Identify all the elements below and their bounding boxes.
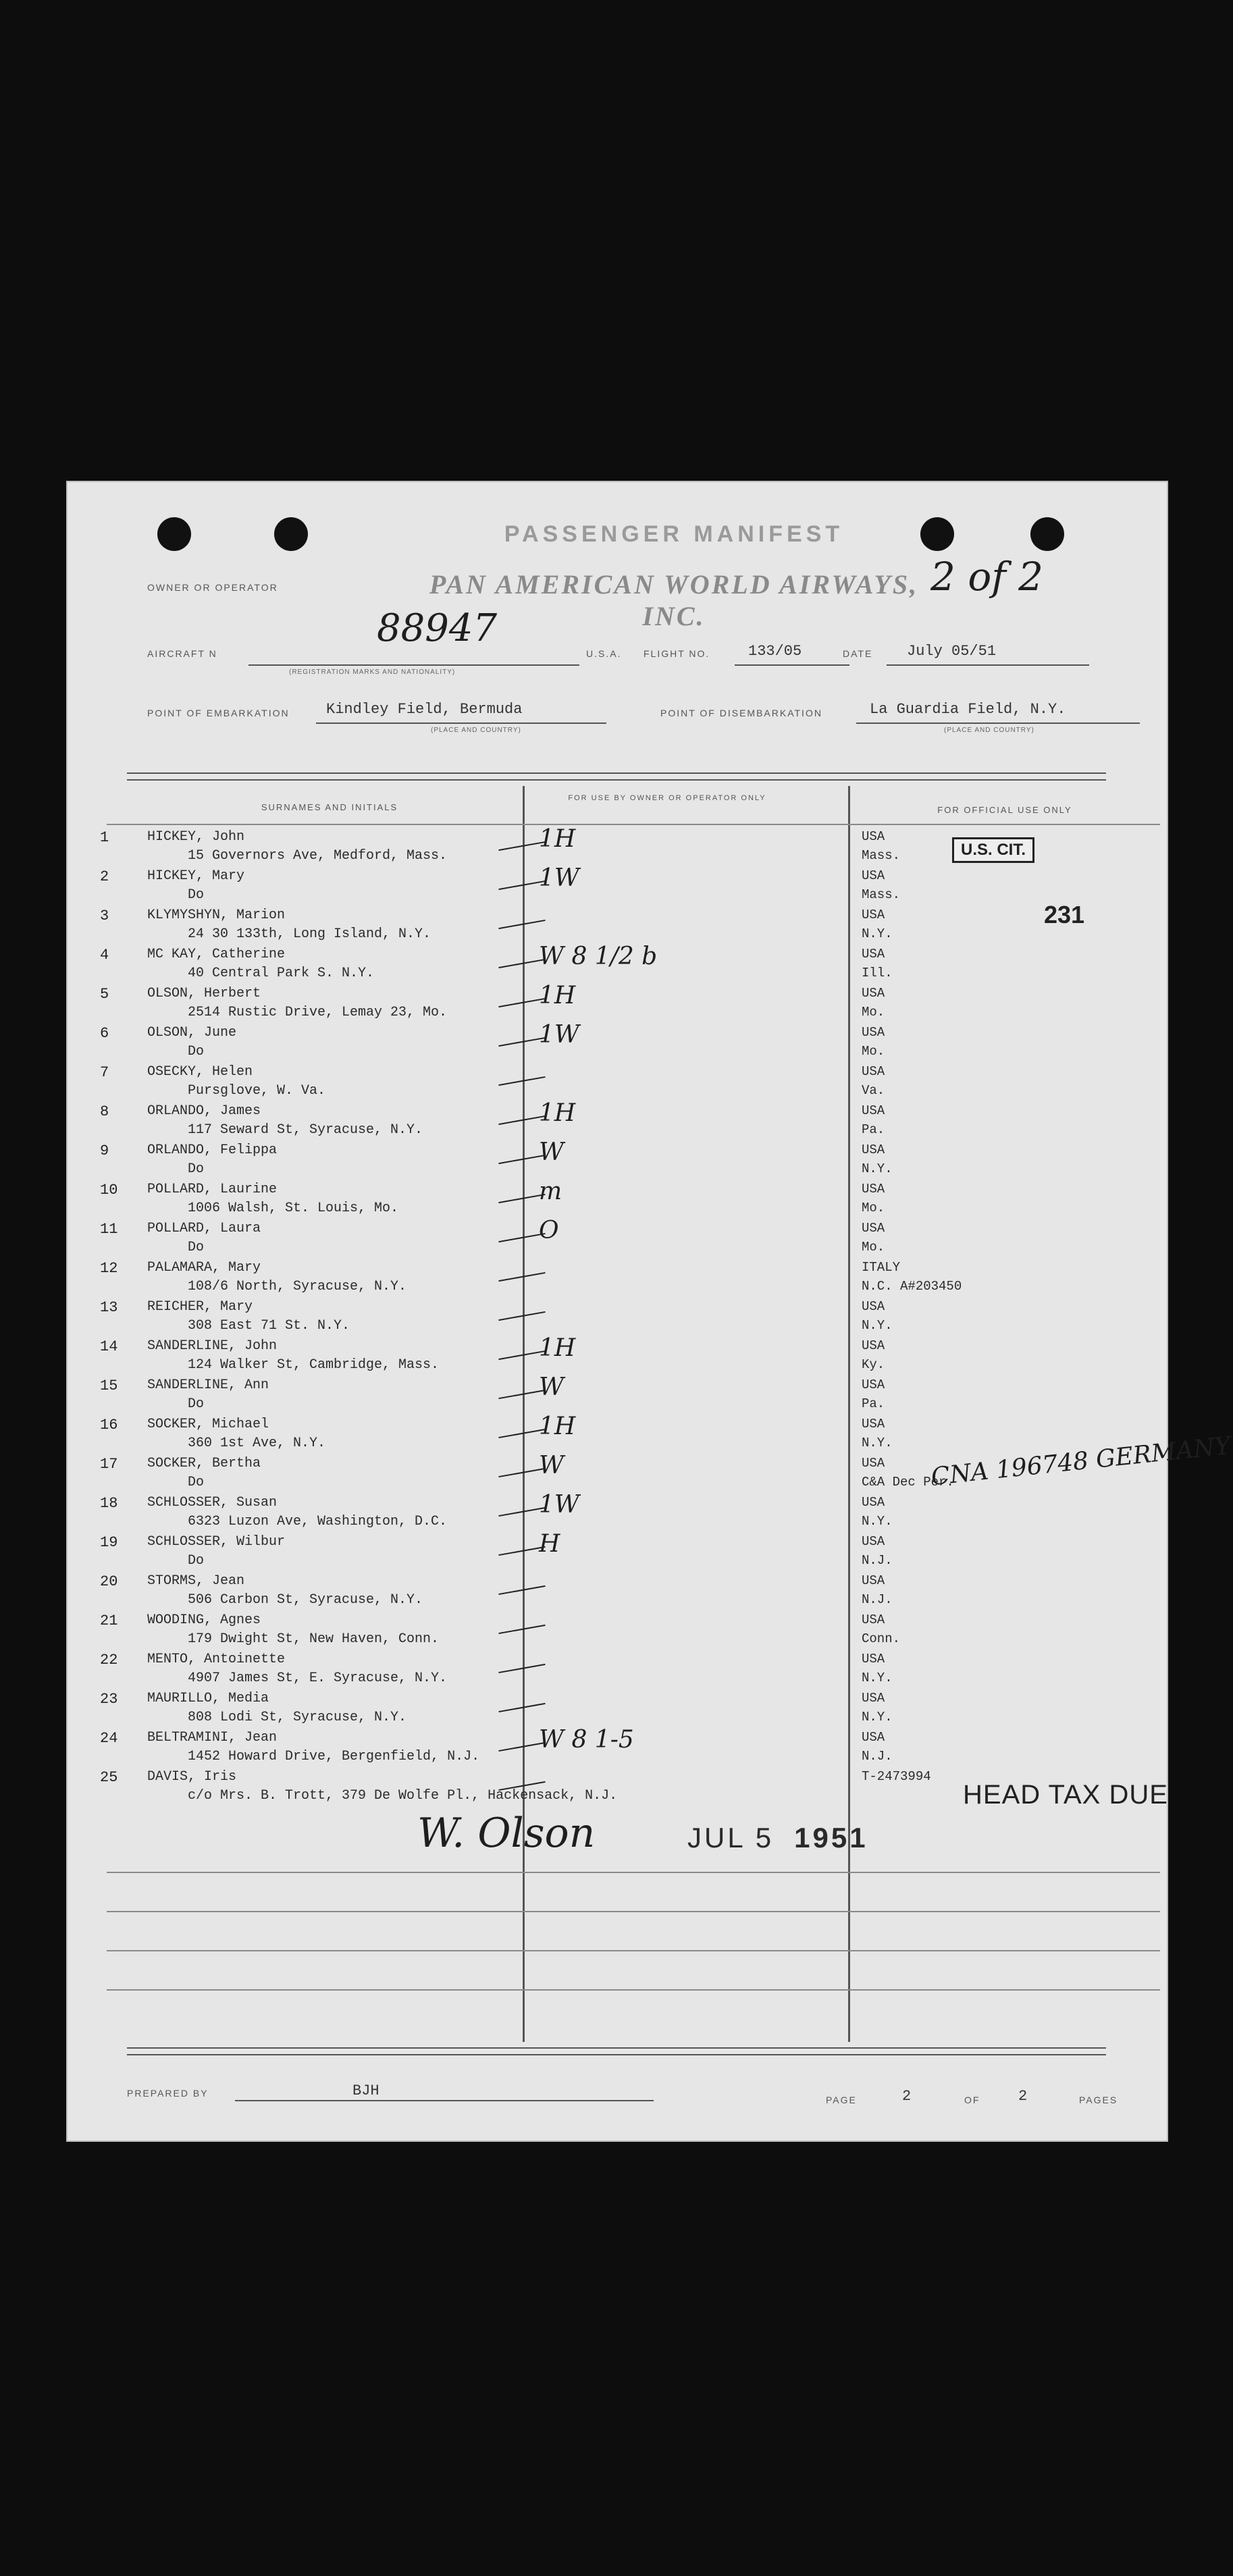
passenger-nationality: USA xyxy=(862,1338,885,1353)
passenger-address: 40 Central Park S. N.Y. xyxy=(188,966,375,981)
page-note-handwritten: 2 of 2 xyxy=(930,554,1044,600)
passenger-row xyxy=(66,906,1168,945)
passenger-number: 1 xyxy=(100,829,109,846)
page-number: 2 xyxy=(902,2088,912,2105)
blank-line-2 xyxy=(107,1911,1160,1912)
passenger-name: OSECKY, Helen xyxy=(147,1064,253,1080)
aircraft-label: AIRCRAFT N xyxy=(147,648,217,659)
passenger-nationality: USA xyxy=(862,1612,885,1627)
passenger-nationality: USA xyxy=(862,1142,885,1157)
flight-underline xyxy=(735,664,849,666)
blank-line-4 xyxy=(107,1989,1160,1991)
passenger-address: 360 1st Ave, N.Y. xyxy=(188,1436,326,1451)
passenger-state: N.C. A#203450 xyxy=(862,1279,962,1294)
disembarkation-point: La Guardia Field, N.Y. xyxy=(870,701,1066,718)
passenger-address: 308 East 71 St. N.Y. xyxy=(188,1318,350,1334)
passenger-state: Mo. xyxy=(862,1005,885,1020)
checkmark-tick xyxy=(498,1703,545,1712)
passenger-name: HICKEY, Mary xyxy=(147,868,245,884)
passenger-name: WOODING, Agnes xyxy=(147,1612,261,1628)
passenger-name: SANDERLINE, Ann xyxy=(147,1377,269,1393)
passenger-address: Do xyxy=(188,1553,205,1569)
passenger-number: 23 xyxy=(100,1691,118,1708)
passenger-address: Pursglove, W. Va. xyxy=(188,1083,326,1099)
passenger-handwritten-mark: W xyxy=(539,1138,565,1166)
passenger-number: 6 xyxy=(100,1025,109,1042)
passenger-number: 24 xyxy=(100,1730,118,1747)
passenger-address: 1006 Walsh, St. Louis, Mo. xyxy=(188,1201,399,1216)
germany-note-handwritten: CNA 196748 GERMANY xyxy=(930,1431,1232,1492)
passenger-handwritten-mark: 1W xyxy=(539,864,579,892)
passenger-name: BELTRAMINI, Jean xyxy=(147,1730,278,1745)
passenger-state: Mo. xyxy=(862,1240,885,1255)
passenger-nationality: T-2473994 xyxy=(862,1769,931,1784)
passenger-number: 3 xyxy=(100,908,109,924)
date-stamp-day: JUL 5 xyxy=(687,1822,775,1854)
passenger-row xyxy=(66,984,1168,1024)
column-header-owner: FOR USE BY OWNER OR OPERATOR ONLY xyxy=(568,794,766,802)
checkmark-tick xyxy=(498,920,545,929)
passenger-address: 1452 Howard Drive, Bergenfield, N.J. xyxy=(188,1749,480,1764)
passenger-address: Do xyxy=(188,1161,205,1177)
header-bottom-line xyxy=(107,824,1160,825)
passenger-nationality: USA xyxy=(862,1103,885,1118)
passenger-nationality: USA xyxy=(862,1495,885,1510)
passenger-state: N.Y. xyxy=(862,1436,893,1450)
passenger-state: Mo. xyxy=(862,1201,885,1215)
passenger-row xyxy=(66,1726,1168,1768)
passenger-number: 13 xyxy=(100,1299,118,1316)
date-label: DATE xyxy=(843,648,873,659)
passenger-row xyxy=(66,1373,1168,1415)
date-underline xyxy=(887,664,1089,666)
passenger-number: 4 xyxy=(100,947,109,964)
punch-hole-right-1 xyxy=(920,517,954,551)
passenger-nationality: USA xyxy=(862,1377,885,1392)
passenger-name: DAVIS, Iris xyxy=(147,1769,237,1785)
pages-label: PAGES xyxy=(1079,2095,1118,2105)
count-stamp: 231 xyxy=(1044,901,1085,928)
passenger-row xyxy=(66,1530,1168,1572)
embarkation-sublabel: (PLACE AND COUNTRY) xyxy=(431,727,521,734)
owner-label: OWNER OR OPERATOR xyxy=(147,582,278,593)
passenger-number: 16 xyxy=(100,1417,118,1434)
passenger-nationality: ITALY xyxy=(862,1260,901,1275)
passenger-name: POLLARD, Laurine xyxy=(147,1182,278,1197)
header-divider xyxy=(127,772,1106,781)
passenger-row xyxy=(66,1298,1168,1337)
blank-line-3 xyxy=(107,1950,1160,1951)
passenger-address: 2514 Rustic Drive, Lemay 23, Mo. xyxy=(188,1005,448,1020)
of-label: OF xyxy=(964,2095,980,2105)
passenger-nationality: USA xyxy=(862,1064,885,1079)
passenger-handwritten-mark: 1W xyxy=(539,1491,579,1519)
passenger-nationality: USA xyxy=(862,1182,885,1197)
passenger-state: Mass. xyxy=(862,848,901,863)
passenger-row xyxy=(66,1099,1168,1141)
passenger-number: 22 xyxy=(100,1652,118,1668)
prepared-by-value: BJH xyxy=(352,2082,379,2099)
form-title: PASSENGER MANIFEST xyxy=(504,521,844,547)
passenger-number: 12 xyxy=(100,1260,118,1277)
passenger-row xyxy=(66,1689,1168,1729)
checkmark-tick xyxy=(498,1311,545,1321)
passenger-number: 7 xyxy=(100,1064,109,1081)
disembarkation-underline xyxy=(856,722,1140,724)
passenger-state: N.Y. xyxy=(862,1710,893,1725)
passenger-number: 18 xyxy=(100,1495,118,1512)
passenger-name: SCHLOSSER, Susan xyxy=(147,1495,278,1510)
flight-date: July 05/51 xyxy=(907,643,997,660)
footer-divider xyxy=(127,2047,1106,2055)
prepared-by-label: PREPARED BY xyxy=(127,2088,209,2099)
passenger-handwritten-mark: 1H xyxy=(539,825,576,853)
embarkation-underline xyxy=(316,722,606,724)
passenger-row xyxy=(66,1259,1168,1298)
passenger-state: N.Y. xyxy=(862,1318,893,1333)
passenger-nationality: USA xyxy=(862,1025,885,1040)
passenger-state: N.J. xyxy=(862,1749,893,1764)
passenger-row xyxy=(66,1063,1168,1102)
passenger-nationality: USA xyxy=(862,947,885,962)
date-stamp-year: 1951 xyxy=(794,1822,868,1854)
passenger-row xyxy=(66,1611,1168,1650)
passenger-name: KLYMYSHYN, Marion xyxy=(147,908,286,923)
passenger-nationality: USA xyxy=(862,1417,885,1431)
company-name: PAN AMERICAN WORLD AIRWAYS, INC. xyxy=(429,569,919,631)
passenger-address: c/o Mrs. B. Trott, 379 De Wolfe Pl., Hackensack, N.J. xyxy=(188,1788,618,1804)
passenger-state: N.J. xyxy=(862,1592,893,1607)
punch-hole-left-1 xyxy=(157,517,191,551)
passenger-number: 14 xyxy=(100,1338,118,1355)
passenger-address: 15 Governors Ave, Medford, Mass. xyxy=(188,848,448,864)
passenger-row xyxy=(66,825,1168,867)
passenger-name: ORLANDO, James xyxy=(147,1103,261,1119)
usa-label: U.S.A. xyxy=(586,648,622,659)
flight-number: 133/05 xyxy=(748,643,802,660)
passenger-address: 24 30 133th, Long Island, N.Y. xyxy=(188,926,431,942)
passenger-state: Pa. xyxy=(862,1122,885,1137)
passenger-nationality: USA xyxy=(862,986,885,1001)
passenger-handwritten-mark: H xyxy=(539,1530,560,1558)
passenger-number: 5 xyxy=(100,986,109,1003)
passenger-handwritten-mark: m xyxy=(539,1178,562,1205)
passenger-state: Ill. xyxy=(862,966,893,980)
passenger-number: 17 xyxy=(100,1456,118,1473)
passenger-row xyxy=(66,1454,1168,1494)
passenger-name: REICHER, Mary xyxy=(147,1299,253,1315)
passenger-state: N.Y. xyxy=(862,1514,893,1529)
passenger-row xyxy=(66,1415,1168,1454)
passenger-name: ORLANDO, Felippa xyxy=(147,1142,278,1158)
passenger-address: Do xyxy=(188,1044,205,1059)
passenger-address: Do xyxy=(188,887,205,903)
prepared-by-underline xyxy=(235,2100,654,2101)
passenger-nationality: USA xyxy=(862,1456,885,1471)
passenger-number: 11 xyxy=(100,1221,118,1238)
passenger-address: 117 Seward St, Syracuse, N.Y. xyxy=(188,1122,423,1138)
passenger-row xyxy=(66,864,1168,906)
passenger-name: SANDERLINE, John xyxy=(147,1338,278,1354)
passenger-nationality: USA xyxy=(862,829,885,844)
passenger-nationality: USA xyxy=(862,1730,885,1745)
passenger-handwritten-mark: W 8 1-5 xyxy=(539,1726,634,1754)
passenger-row xyxy=(66,1219,1168,1259)
passenger-handwritten-mark: O xyxy=(539,1217,559,1244)
page-label: PAGE xyxy=(826,2095,857,2105)
passenger-nationality: USA xyxy=(862,1299,885,1314)
passenger-name: MENTO, Antoinette xyxy=(147,1652,286,1667)
embarkation-point: Kindley Field, Bermuda xyxy=(326,701,523,718)
passenger-name: POLLARD, Laura xyxy=(147,1221,261,1236)
passenger-row xyxy=(66,1491,1168,1533)
passenger-nationality: USA xyxy=(862,1652,885,1666)
passenger-state: Va. xyxy=(862,1083,885,1098)
passenger-row xyxy=(66,1021,1168,1063)
passenger-handwritten-mark: W 8 1/2 b xyxy=(539,943,658,970)
passenger-nationality: USA xyxy=(862,868,885,883)
passenger-row xyxy=(66,1180,1168,1219)
passenger-state: N.Y. xyxy=(862,926,893,941)
passenger-number: 2 xyxy=(100,868,109,885)
passenger-nationality: USA xyxy=(862,1221,885,1236)
passenger-number: 9 xyxy=(100,1142,109,1159)
passenger-state: N.Y. xyxy=(862,1671,893,1685)
passenger-row xyxy=(66,1572,1168,1611)
passenger-address: 6323 Luzon Ave, Washington, D.C. xyxy=(188,1514,448,1529)
passenger-handwritten-mark: W xyxy=(539,1452,565,1479)
passenger-handwritten-mark: 1H xyxy=(539,1099,576,1127)
passenger-name: SCHLOSSER, Wilbur xyxy=(147,1534,286,1550)
passenger-name: OLSON, Herbert xyxy=(147,986,261,1001)
passenger-name: MC KAY, Catherine xyxy=(147,947,286,962)
signature-handwritten: W. Olson xyxy=(417,1810,596,1857)
passenger-handwritten-mark: 1W xyxy=(539,1021,579,1049)
passenger-number: 10 xyxy=(100,1182,118,1199)
punch-hole-left-2 xyxy=(274,517,308,551)
passenger-address: 108/6 North, Syracuse, N.Y. xyxy=(188,1279,407,1294)
passenger-handwritten-mark: W xyxy=(539,1373,565,1401)
passenger-handwritten-mark: 1H xyxy=(539,982,576,1009)
passenger-row xyxy=(66,1138,1168,1180)
passenger-name: HICKEY, John xyxy=(147,829,245,845)
checkmark-tick xyxy=(498,1625,545,1634)
aircraft-sublabel: (REGISTRATION MARKS AND NATIONALITY) xyxy=(289,668,456,676)
passenger-name: PALAMARA, Mary xyxy=(147,1260,261,1276)
disembarkation-sublabel: (PLACE AND COUNTRY) xyxy=(944,727,1034,734)
passenger-address: 124 Walker St, Cambridge, Mass. xyxy=(188,1357,440,1373)
passenger-number: 25 xyxy=(100,1769,118,1786)
passenger-number: 20 xyxy=(100,1573,118,1590)
passenger-number: 8 xyxy=(100,1103,109,1120)
passenger-address: Do xyxy=(188,1475,205,1490)
date-stamp xyxy=(687,1822,868,1854)
passenger-name: SOCKER, Bertha xyxy=(147,1456,261,1471)
passenger-handwritten-mark: 1H xyxy=(539,1413,576,1440)
checkmark-tick xyxy=(498,1272,545,1282)
passenger-address: Do xyxy=(188,1240,205,1255)
aircraft-number-handwritten: 88947 xyxy=(377,606,498,650)
us-citizen-stamp: U.S. CIT. xyxy=(952,837,1034,863)
passenger-handwritten-mark: 1H xyxy=(539,1334,576,1362)
column-header-official: FOR OFFICIAL USE ONLY xyxy=(937,805,1072,815)
checkmark-tick xyxy=(498,1585,545,1595)
passenger-address: 506 Carbon St, Syracuse, N.Y. xyxy=(188,1592,423,1608)
passenger-address: 179 Dwight St, New Haven, Conn. xyxy=(188,1631,440,1647)
passenger-number: 19 xyxy=(100,1534,118,1551)
passenger-address: Do xyxy=(188,1396,205,1412)
passenger-address: 4907 James St, E. Syracuse, N.Y. xyxy=(188,1671,448,1686)
checkmark-tick xyxy=(498,1076,545,1086)
column-header-names: SURNAMES AND INITIALS xyxy=(261,802,398,812)
manifest-sheet xyxy=(66,481,1232,2142)
passenger-nationality: USA xyxy=(862,1573,885,1588)
flight-label: FLIGHT NO. xyxy=(644,648,710,659)
aircraft-underline xyxy=(248,664,579,666)
passenger-nationality: USA xyxy=(862,908,885,922)
head-tax-stamp: HEAD TAX DUE xyxy=(963,1780,1168,1810)
checkmark-tick xyxy=(498,1664,545,1673)
passenger-number: 15 xyxy=(100,1377,118,1394)
disembarkation-label: POINT OF DISEMBARKATION xyxy=(660,708,822,718)
passenger-state: N.Y. xyxy=(862,1161,893,1176)
passenger-state: N.J. xyxy=(862,1553,893,1568)
passenger-name: SOCKER, Michael xyxy=(147,1417,269,1432)
passenger-row xyxy=(66,1650,1168,1689)
punch-hole-right-2 xyxy=(1030,517,1064,551)
passenger-nationality: USA xyxy=(862,1534,885,1549)
passenger-state: Mo. xyxy=(862,1044,885,1059)
passenger-number: 21 xyxy=(100,1612,118,1629)
passenger-name: STORMS, Jean xyxy=(147,1573,245,1589)
passenger-name: MAURILLO, Media xyxy=(147,1691,269,1706)
passenger-row xyxy=(66,945,1168,984)
passenger-address: 808 Lodi St, Syracuse, N.Y. xyxy=(188,1710,407,1725)
embarkation-label: POINT OF EMBARKATION xyxy=(147,708,290,718)
passenger-name: OLSON, June xyxy=(147,1025,237,1041)
blank-line-1 xyxy=(107,1872,1160,1873)
page-total: 2 xyxy=(1018,2088,1028,2105)
passenger-state: Pa. xyxy=(862,1396,885,1411)
passenger-row xyxy=(66,1334,1168,1376)
passenger-state: Mass. xyxy=(862,887,901,902)
passenger-state: Ky. xyxy=(862,1357,885,1372)
passenger-nationality: USA xyxy=(862,1691,885,1706)
passenger-state: Conn. xyxy=(862,1631,901,1646)
passenger-state: C&A Dec Per. xyxy=(862,1475,954,1490)
